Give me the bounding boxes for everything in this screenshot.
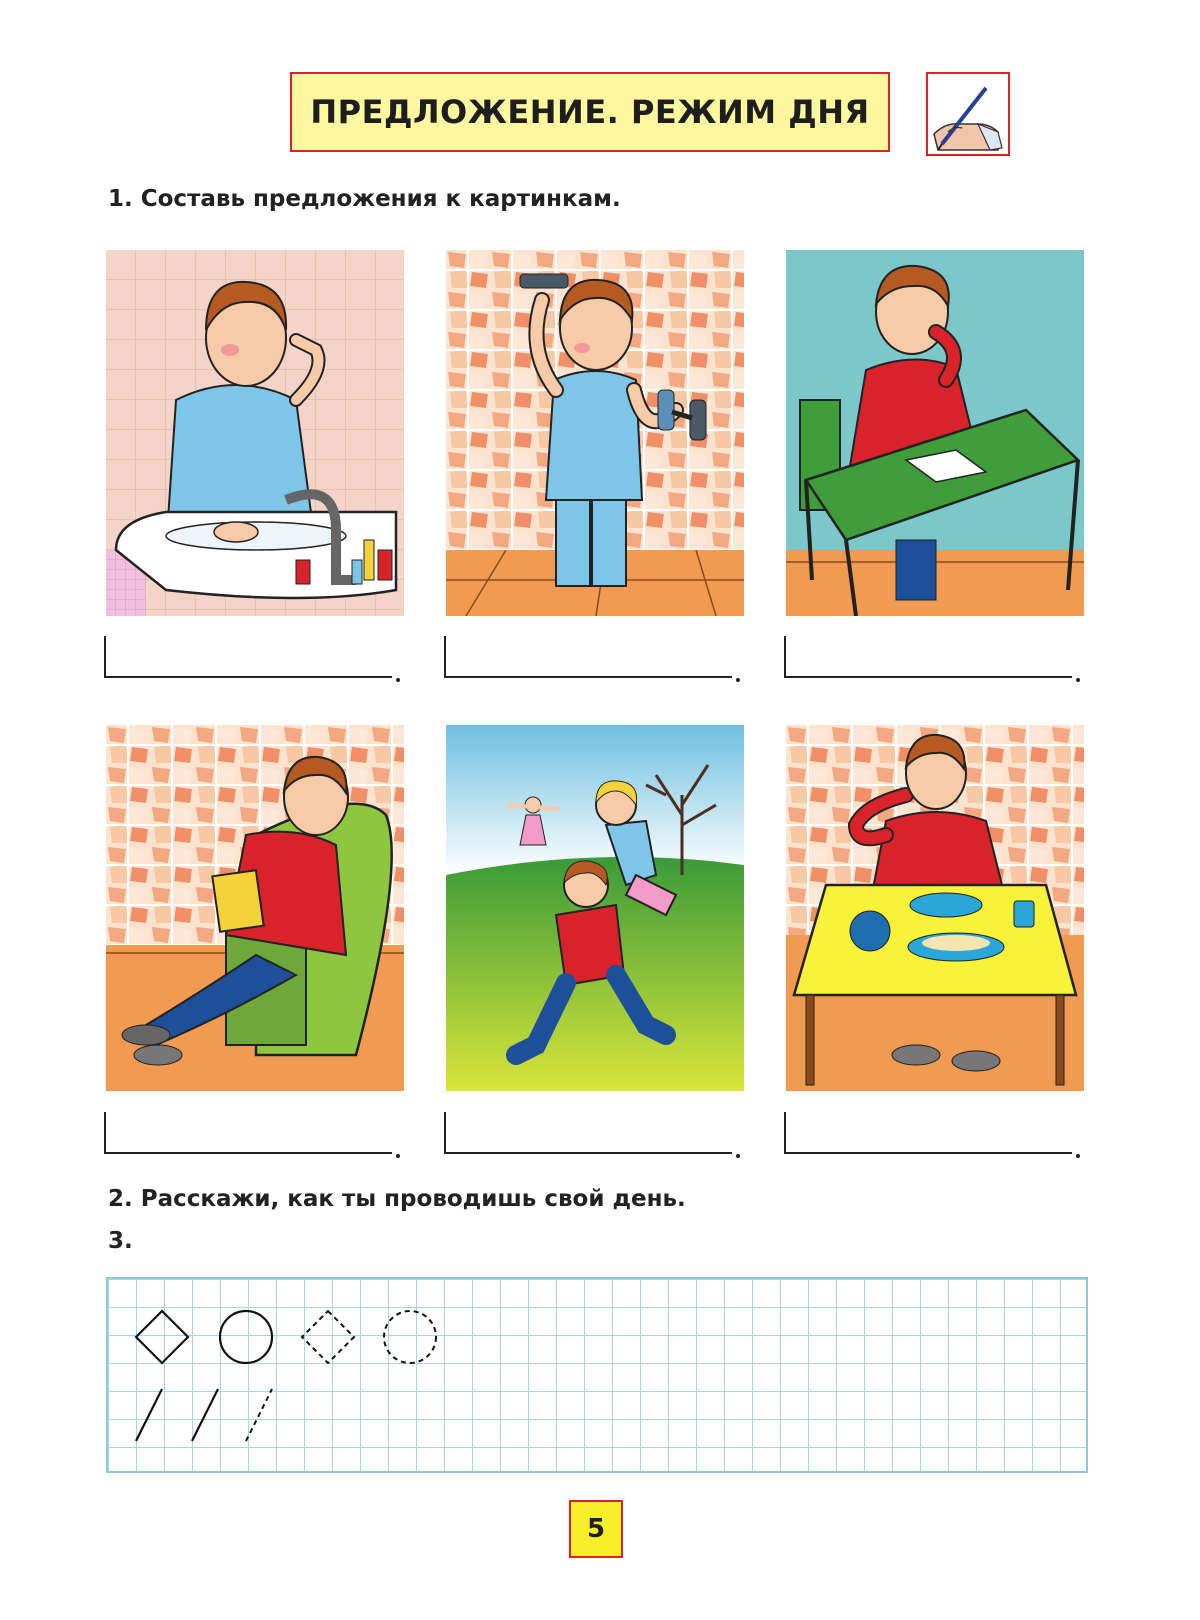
task-2-text: 2. Расскажи, как ты проводишь свой день. — [108, 1186, 686, 1212]
picture-boy-at-desk — [786, 250, 1084, 616]
picture-boy-exercising — [446, 250, 744, 616]
picture-boy-eating — [786, 725, 1084, 1091]
diamond-dashed-shape — [302, 1311, 354, 1363]
circle-dashed-shape — [384, 1311, 436, 1363]
title-box — [290, 72, 890, 152]
circle-solid-shape — [220, 1311, 272, 1363]
task-3-text: 3. — [108, 1228, 133, 1254]
diamond-solid-shape — [136, 1311, 188, 1363]
picture-children-playing — [446, 725, 744, 1091]
answer-line-3[interactable] — [784, 636, 1082, 678]
answer-line-1[interactable] — [104, 636, 402, 678]
picture-boy-in-armchair — [106, 725, 404, 1091]
answer-line-2[interactable] — [444, 636, 742, 678]
answer-line-5[interactable] — [444, 1112, 742, 1154]
task-1-text: 1. Составь предложения к картинкам. — [108, 186, 621, 212]
picture-boy-washing — [106, 250, 404, 616]
writing-grid[interactable] — [106, 1277, 1088, 1473]
answer-line-6[interactable] — [784, 1112, 1082, 1154]
answer-line-4[interactable] — [104, 1112, 402, 1154]
slash-dashed-shape — [246, 1389, 272, 1441]
hand-writing-icon — [926, 72, 1010, 156]
page-title: ПРЕДЛОЖЕНИЕ. РЕЖИМ ДНЯ — [310, 93, 870, 131]
slash-solid-shape — [192, 1389, 218, 1441]
slash-solid-shape — [136, 1389, 162, 1441]
page-number: 5 — [569, 1500, 623, 1558]
